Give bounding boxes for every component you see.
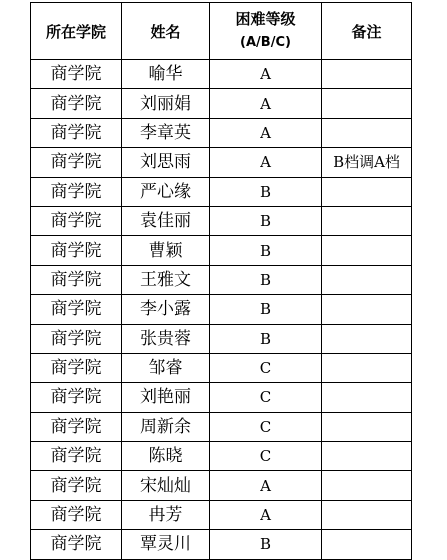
cell-student-name: 袁佳丽 (122, 206, 210, 235)
cell-difficulty-level: A (210, 60, 322, 89)
cell-difficulty-level: C (210, 412, 322, 441)
cell-college: 商学院 (31, 177, 122, 206)
cell-difficulty-level: A (210, 148, 322, 177)
cell-student-name: 喻华 (122, 60, 210, 89)
table-row (31, 324, 412, 353)
cell-note (322, 295, 412, 324)
cell-note (322, 206, 412, 235)
header-difficulty-level (210, 3, 322, 60)
cell-student-name: 宋灿灿 (122, 471, 210, 500)
table-row (31, 89, 412, 118)
cell-difficulty-level: B (210, 295, 322, 324)
cell-student-name: 刘艳丽 (122, 383, 210, 412)
table-row (31, 206, 412, 235)
table-row (31, 442, 412, 471)
cell-note (322, 89, 412, 118)
cell-student-name: 张贵蓉 (122, 324, 210, 353)
cell-college: 商学院 (31, 442, 122, 471)
cell-college: 商学院 (31, 236, 122, 265)
cell-student-name: 严心缘 (122, 177, 210, 206)
cell-student-name: 李小露 (122, 295, 210, 324)
cell-note (322, 118, 412, 147)
cell-college: 商学院 (31, 118, 122, 147)
cell-student-name: 周新余 (122, 412, 210, 441)
cell-note: B档调A档 (322, 148, 412, 177)
cell-college: 商学院 (31, 295, 122, 324)
cell-student-name: 陈晓 (122, 442, 210, 471)
table-row (31, 295, 412, 324)
cell-student-name: 邹睿 (122, 353, 210, 382)
table-row (31, 265, 412, 294)
cell-college: 商学院 (31, 89, 122, 118)
cell-difficulty-level: C (210, 353, 322, 382)
cell-note (322, 60, 412, 89)
cell-college: 商学院 (31, 500, 122, 529)
cell-difficulty-level: A (210, 89, 322, 118)
cell-college: 商学院 (31, 206, 122, 235)
cell-difficulty-level: B (210, 324, 322, 353)
table-row (31, 471, 412, 500)
cell-difficulty-level: B (210, 177, 322, 206)
cell-note (322, 236, 412, 265)
cell-college: 商学院 (31, 353, 122, 382)
cell-note (322, 530, 412, 559)
cell-note (322, 442, 412, 471)
cell-note (322, 324, 412, 353)
header-note: 备注 (322, 3, 412, 60)
table-row (31, 177, 412, 206)
cell-difficulty-level: B (210, 530, 322, 559)
cell-student-name: 曹颖 (122, 236, 210, 265)
cell-college: 商学院 (31, 148, 122, 177)
cell-difficulty-level: A (210, 118, 322, 147)
table-row (31, 412, 412, 441)
cell-student-name: 王雅文 (122, 265, 210, 294)
cell-college: 商学院 (31, 383, 122, 412)
header-level-title: 困难等级 (235, 10, 296, 28)
cell-note (322, 353, 412, 382)
table-row (31, 353, 412, 382)
cell-note (322, 383, 412, 412)
header-row (31, 3, 412, 60)
cell-student-name: 覃灵川 (122, 530, 210, 559)
cell-student-name: 李章英 (122, 118, 210, 147)
cell-note (322, 500, 412, 529)
cell-college: 商学院 (31, 471, 122, 500)
cell-difficulty-level: B (210, 236, 322, 265)
cell-difficulty-level: A (210, 471, 322, 500)
table-row (31, 118, 412, 147)
table-header (31, 3, 412, 60)
table-row (31, 500, 412, 529)
table-row (31, 148, 412, 177)
table-row (31, 383, 412, 412)
header-college: 所在学院 (31, 3, 122, 60)
cell-note (322, 177, 412, 206)
table-row (31, 236, 412, 265)
cell-student-name: 冉芳 (122, 500, 210, 529)
cell-note (322, 265, 412, 294)
header-name: 姓名 (122, 3, 210, 60)
cell-college: 商学院 (31, 265, 122, 294)
cell-note (322, 471, 412, 500)
cell-college: 商学院 (31, 324, 122, 353)
cell-note (322, 412, 412, 441)
header-level-options: (A/B/C) (240, 35, 291, 50)
cell-student-name: 刘丽娟 (122, 89, 210, 118)
cell-college: 商学院 (31, 60, 122, 89)
cell-difficulty-level: A (210, 500, 322, 529)
table-body (31, 60, 412, 560)
cell-college: 商学院 (31, 530, 122, 559)
cell-difficulty-level: C (210, 442, 322, 471)
student-difficulty-table (30, 2, 412, 560)
cell-student-name: 刘思雨 (122, 148, 210, 177)
cell-difficulty-level: B (210, 265, 322, 294)
cell-difficulty-level: C (210, 383, 322, 412)
cell-difficulty-level: B (210, 206, 322, 235)
table-row (31, 530, 412, 559)
cell-college: 商学院 (31, 412, 122, 441)
table-row (31, 60, 412, 89)
